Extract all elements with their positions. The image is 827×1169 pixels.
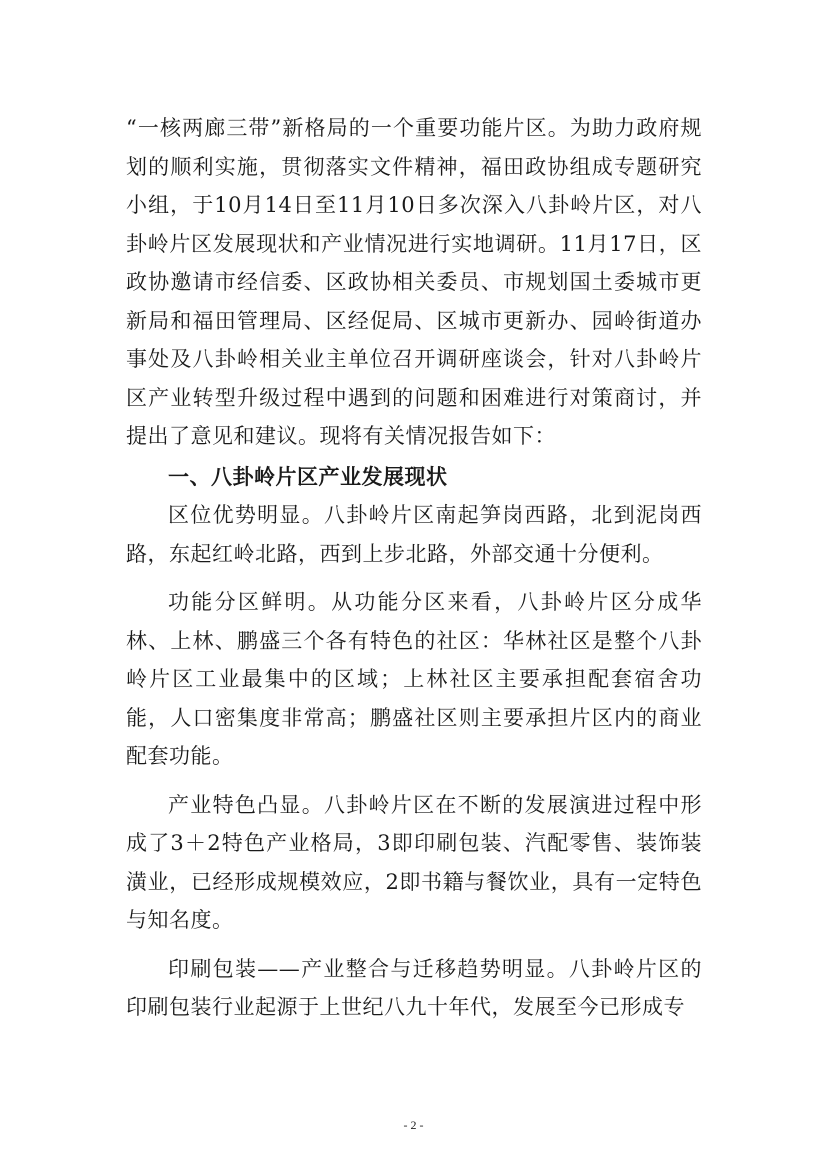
paragraph-spacer [126, 776, 702, 786]
section-heading-1: 一、八卦岭片区产业发展现状 [168, 464, 448, 489]
body-paragraph-1: “一核两廊三带”新格局的一个重要功能片区。为助力政府规划的顺利实施，贯彻落实文件精神，福田政协组成专题研究小组，于10月14日至11月10日多次深入八卦岭片区，对八卦岭片区发展现状和产业情况进行实地调研。11月17日，区政协邀请市经信委、区政协相关委员、市规划国土委城市更新局和福田管理局、区经促局、区城市更新办、园岭街道办事处及八卦岭相关业主单位召开调研座谈会，针对八卦岭片区产业转型升级过程中遇到的问题和困难进行对策商讨，并提出了意见和建议。现将有关情况报告如下： [126, 116, 702, 448]
page-number: - 2 - [403, 1118, 424, 1132]
paragraph-spacer [126, 940, 702, 950]
document-page [126, 109, 702, 1027]
body-paragraph-industry: 产业特色凸显。八卦岭片区在不断的发展演进过程中形成了3＋2特色产业格局，3即印刷包装、汽配零售、装饰装潢业，已经形成规模效应，2即书籍与餐饮业，具有一定特色与知名度。 [126, 792, 702, 932]
body-paragraph-printing: 印刷包装——产业整合与迁移趋势明显。八卦岭片区的印刷包装行业起源于上世纪八九十年代，发展至今已形成专 [126, 956, 702, 1019]
body-paragraph-location: 区位优势明显。八卦岭片区南起笋岗西路，北到泥岗西路，东起红岭北路，西到上步北路，外部交通十分便利。 [126, 503, 702, 566]
body-paragraph-zoning: 功能分区鲜明。从功能分区来看，八卦岭片区分成华林、上林、鹏盛三个各有特色的社区：华林社区是整个八卦岭片区工业最集中的区域；上林社区主要承担配套宿舍功能，人口密集度非常高；鹏盛社区则主要承担片区内的商业配套功能。 [126, 590, 702, 768]
paragraph-spacer [126, 573, 702, 583]
